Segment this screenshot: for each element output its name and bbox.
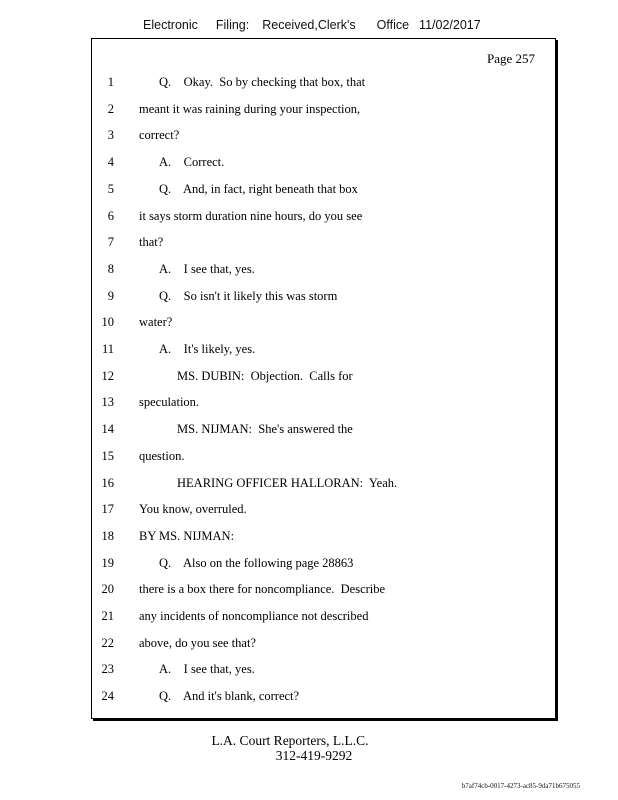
line-text: Q. So isn't it likely this was storm — [159, 288, 338, 303]
line-text: Q. And it's blank, correct? — [159, 689, 300, 704]
filing-header — [143, 18, 481, 32]
line-number: 21 — [101, 609, 114, 623]
line-number: 19 — [101, 555, 114, 570]
line-text: A. Correct. — [159, 155, 225, 170]
line-number: 18 — [101, 528, 114, 543]
filing-header-filing: Filing: — [215, 18, 250, 32]
page-number: Page 257 — [486, 51, 535, 66]
line-text: that? — [139, 235, 164, 250]
line-number: 15 — [101, 448, 114, 463]
line-text: Q. Okay. So by checking that box, that — [159, 75, 366, 89]
line-number: 3 — [107, 128, 114, 143]
line-number: 20 — [101, 582, 114, 597]
line-text: Q. And, in fact, right beneath that box — [159, 181, 358, 196]
line-number: 23 — [101, 662, 114, 677]
filing-header-electronic: Electronic — [143, 18, 198, 32]
line-number: 13 — [101, 395, 114, 410]
line-text: there is a box there for noncompliance. Describe — [139, 582, 386, 597]
filing-header-received: Received,Clerk's — [262, 18, 356, 32]
line-text: Q. Also on the following page 28863 — [159, 555, 354, 570]
line-number: 24 — [101, 689, 114, 704]
line-number: 6 — [107, 208, 114, 223]
line-text: any incidents of noncompliance not described — [139, 609, 369, 623]
line-number: 10 — [101, 315, 114, 330]
line-number: 16 — [101, 475, 114, 490]
transcript-page — [91, 38, 556, 719]
line-text: BY MS. NIJMAN: — [139, 528, 235, 543]
line-number: 12 — [101, 368, 114, 383]
line-text: it says storm duration nine hours, do you see — [139, 208, 363, 223]
line-text: above, do you see that? — [139, 635, 256, 650]
line-number: 2 — [107, 101, 114, 116]
line-number: 7 — [107, 235, 114, 250]
line-number: 22 — [101, 635, 114, 650]
line-text: A. I see that, yes. — [159, 662, 255, 677]
line-text: You know, overruled. — [139, 502, 247, 517]
line-text: MS. DUBIN: Objection. Calls for — [177, 368, 353, 383]
line-number: 4 — [107, 155, 114, 170]
line-number: 9 — [107, 288, 114, 303]
line-text: water? — [139, 315, 173, 330]
line-number: 14 — [101, 422, 114, 437]
document-id: b7af74cb-0017-4273-ac85-9da71b675055 — [461, 782, 580, 790]
line-number: 8 — [107, 261, 114, 276]
line-number: 5 — [107, 181, 114, 196]
line-text: A. It's likely, yes. — [159, 342, 256, 356]
line-number: 1 — [107, 75, 114, 89]
line-text: question. — [139, 448, 185, 463]
line-text: correct? — [139, 128, 180, 143]
footer-company: L.A. Court Reporters, L.L.C. — [211, 733, 369, 748]
filing-header-date: 11/02/2017 — [419, 18, 481, 32]
line-text: MS. NIJMAN: She's answered the — [177, 422, 353, 437]
line-text: A. I see that, yes. — [159, 261, 255, 276]
line-text: speculation. — [139, 395, 200, 410]
line-text: HEARING OFFICER HALLORAN: Yeah. — [177, 475, 398, 490]
filing-header-office: Office — [376, 18, 410, 32]
line-number: 11 — [101, 342, 114, 356]
footer-phone: 312-419-9292 — [275, 748, 353, 763]
line-text: meant it was raining during your inspection, — [139, 101, 361, 116]
line-number: 17 — [101, 502, 114, 517]
